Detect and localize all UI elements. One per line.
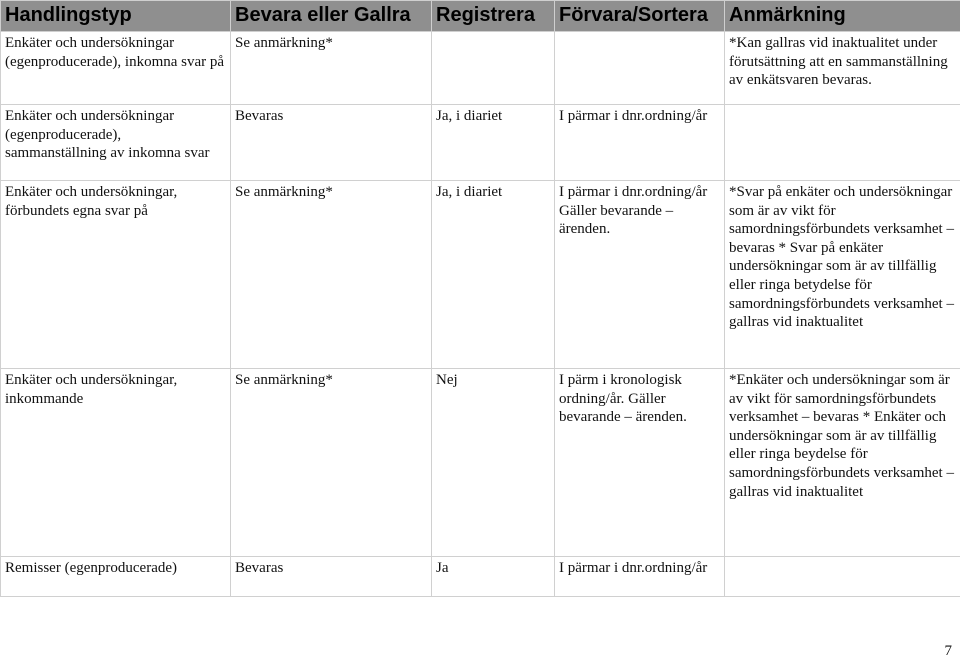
cell-registrera: Ja [432,557,555,597]
cell-anmarkning: *Svar på enkäter och undersökningar som är av vikt för samordningsförbundets verksamhet – bevaras * Svar på enkäter undersökningar som är av tillfällig eller ringa betydelse för samordningsförbundets verksamhet – gallras vid inaktualitet [725,181,960,369]
cell-handlingstyp: Enkäter och undersökningar (egenproducerade), inkomna svar på [1,32,231,105]
table-row [1,105,960,181]
cell-registrera: Ja, i diariet [432,105,555,181]
cell-bevara-gallra: Se anmärkning* [231,369,432,557]
header-registrera: Registrera [432,1,555,32]
cell-anmarkning: *Enkäter och undersökningar som är av vikt för samordningsförbundets verksamhet – bevaras * Enkäter och undersökningar som är av tillfällig eller ringa beydelse för samordningsförbundets verksamhet – gallras vid inaktualitet [725,369,960,557]
cell-forvara: I pärmar i dnr.ordning/år [555,105,725,181]
cell-forvara: I pärm i kronologisk ordning/år. Gäller bevarande – ärenden. [555,369,725,557]
cell-forvara: I pärmar i dnr.ordning/år Gäller bevarande – ärenden. [555,181,725,369]
header-forvara-sortera: Förvara/Sortera [555,1,725,32]
header-anmarkning: Anmärkning [725,1,960,32]
cell-registrera [432,32,555,105]
table-row [1,369,960,557]
cell-handlingstyp: Enkäter och undersökningar, inkommande [1,369,231,557]
header-bevara-eller-gallra: Bevara eller Gallra [231,1,432,32]
page-number: 7 [944,643,952,659]
cell-anmarkning [725,557,960,597]
cell-forvara: I pärmar i dnr.ordning/år [555,557,725,597]
cell-bevara-gallra: Se anmärkning* [231,32,432,105]
table-row [1,557,960,597]
cell-bevara-gallra: Bevaras [231,557,432,597]
cell-handlingstyp: Enkäter och undersökningar, förbundets egna svar på [1,181,231,369]
cell-anmarkning [725,105,960,181]
table-row [1,181,960,369]
cell-handlingstyp: Enkäter och undersökningar (egenproducerade), sammanställning av inkomna svar [1,105,231,181]
header-row [1,1,960,32]
cell-anmarkning: *Kan gallras vid inaktualitet under förutsättning att en sammanställning av enkätsvaren bevaras. [725,32,960,105]
cell-forvara [555,32,725,105]
cell-handlingstyp: Remisser (egenproducerade) [1,557,231,597]
cell-registrera: Ja, i diariet [432,181,555,369]
cell-registrera: Nej [432,369,555,557]
cell-bevara-gallra: Bevaras [231,105,432,181]
header-handlingstyp: Handlingstyp [1,1,231,32]
cell-bevara-gallra: Se anmärkning* [231,181,432,369]
table-row [1,32,960,105]
